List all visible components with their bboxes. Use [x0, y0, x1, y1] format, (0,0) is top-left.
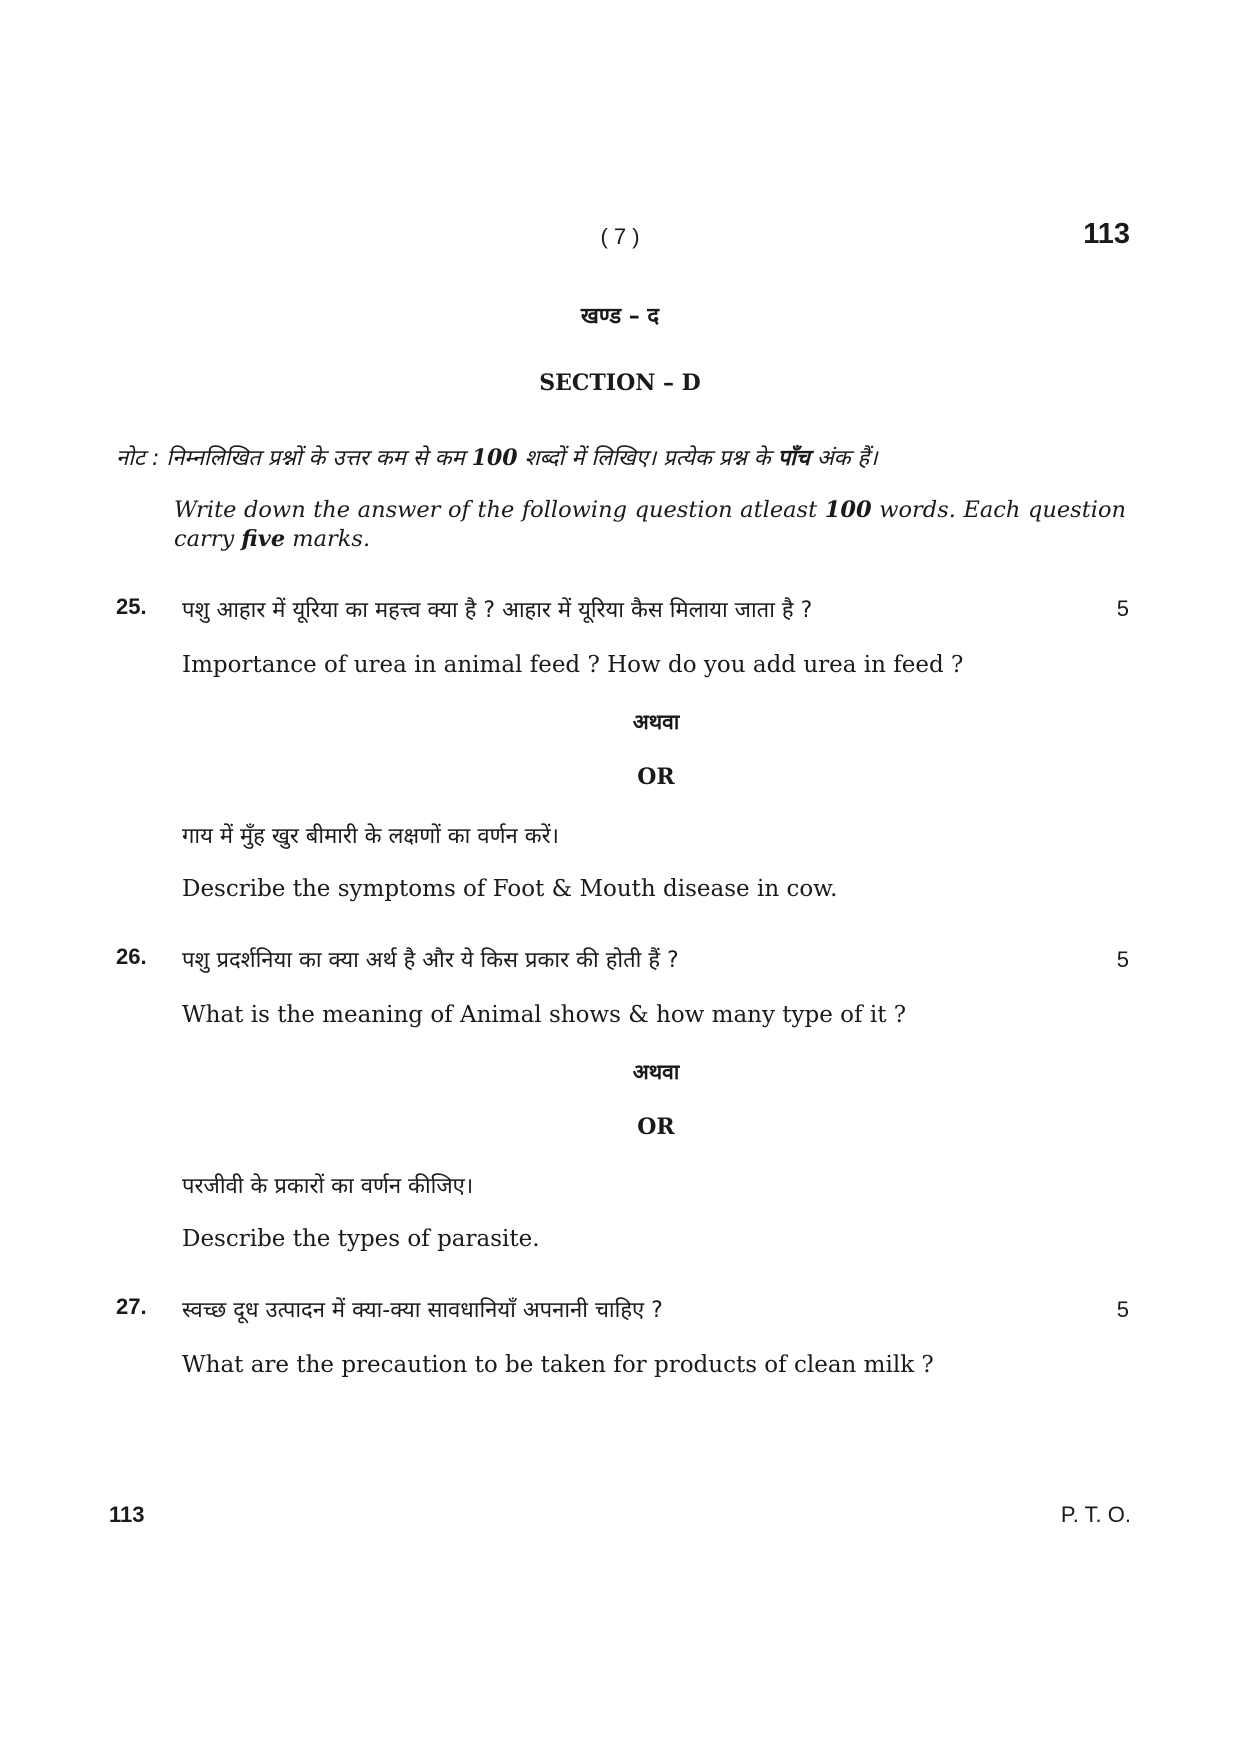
- note-english-suffix: marks.: [285, 526, 371, 552]
- note-english-number: 100: [824, 497, 872, 523]
- paper-code-top: 113: [1083, 218, 1130, 250]
- note-hindi-number: 100: [471, 445, 518, 471]
- note-english: [174, 496, 1126, 554]
- note-hindi: [116, 442, 878, 472]
- question-27-hindi: स्वच्छ दूध उत्पादन में क्या-क्या सावधानियाँ अपनानी चाहिए ?: [182, 1298, 663, 1323]
- question-26-alt-hindi: परजीवी के प्रकारों का वर्णन कीजिए।: [182, 1174, 474, 1199]
- note-hindi-suffix: अंक हैं।: [809, 446, 878, 471]
- question-25-or-english: OR: [637, 764, 675, 790]
- question-25-or-hindi: अथवा: [632, 710, 680, 734]
- question-25-alt-english: Describe the symptoms of Foot & Mouth disease in cow.: [182, 876, 838, 902]
- question-26-english: What is the meaning of Animal shows & how many type of it ?: [182, 1002, 907, 1028]
- question-25-alt-hindi: गाय में मुँह खुर बीमारी के लक्षणों का वर्णन करें।: [182, 824, 559, 849]
- question-25-marks: 5: [1116, 596, 1129, 621]
- page-number: ( 7 ): [600, 224, 640, 249]
- question-number-25: 25.: [116, 594, 147, 619]
- section-title-hindi: खण्ड – द: [580, 304, 660, 329]
- question-25-hindi: पशु आहार में यूरिया का महत्त्व क्या है ? आहार में यूरिया कैस मिलाया जाता है ?: [182, 598, 813, 623]
- please-turn-over: P. T. O.: [1060, 1502, 1131, 1527]
- question-number-27: 27.: [116, 1294, 147, 1319]
- question-number-26: 26.: [116, 944, 147, 969]
- note-english-middle: words. Each question carry: [174, 497, 1126, 552]
- question-26-hindi: पशु प्रदर्शनिया का क्या अर्थ है और ये किस प्रकार की होती हैं ?: [182, 948, 679, 973]
- question-26-or-hindi: अथवा: [632, 1060, 680, 1084]
- note-english-bold: five: [241, 526, 286, 552]
- question-26-alt-english: Describe the types of parasite.: [182, 1226, 540, 1252]
- paper-code-bottom: 113: [109, 1502, 145, 1527]
- note-english-prefix: Write down the answer of the following question atleast: [174, 497, 825, 523]
- note-hindi-bold: पाँच: [777, 446, 810, 471]
- question-26-marks: 5: [1116, 947, 1129, 972]
- section-title-english: SECTION – D: [539, 370, 701, 396]
- question-25-english: Importance of urea in animal feed ? How do you add urea in feed ?: [182, 652, 964, 678]
- question-27-english: What are the precaution to be taken for products of clean milk ?: [182, 1352, 934, 1378]
- note-hindi-middle: शब्दों में लिखिए। प्रत्येक प्रश्न के: [517, 446, 778, 471]
- note-hindi-prefix: नोट : निम्नलिखित प्रश्नों के उत्तर कम से कम: [116, 446, 472, 471]
- question-27-marks: 5: [1116, 1297, 1129, 1322]
- question-26-or-english: OR: [637, 1114, 675, 1140]
